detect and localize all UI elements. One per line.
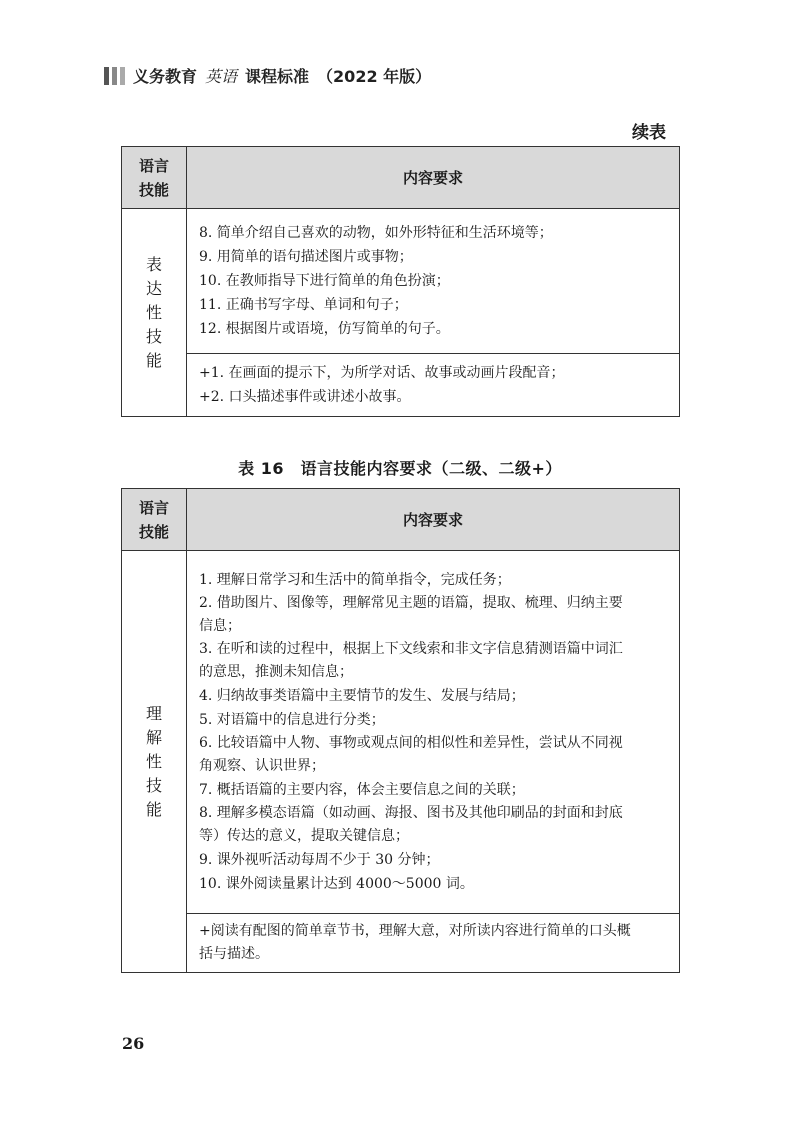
requirement-item: 12. 根据图片或语境，仿写简单的句子。 xyxy=(199,321,450,337)
requirement-item: 9. 课外视听活动每周不少于 30 分钟； xyxy=(199,852,440,868)
skill-char: 能 xyxy=(145,350,162,370)
running-header xyxy=(104,64,431,87)
header-title-b: 英语 xyxy=(205,67,238,86)
page-number: 26 xyxy=(122,1034,145,1053)
skill-char: 理 xyxy=(145,703,162,723)
plus-requirements-cell xyxy=(187,914,680,973)
header-content-cell: 内容要求 xyxy=(187,489,680,551)
requirement-item: 8. 理解多模态语篇（如动画、海报、图书及其他印刷品的封面和封底 xyxy=(199,805,623,821)
plus-requirement-item: +1. 在画面的提示下，为所学对话、故事或动画片段配音； xyxy=(199,365,565,381)
header-title-c: 课程标准 xyxy=(245,67,310,86)
requirement-item: 11. 正确书写字母、单词和句子； xyxy=(199,297,408,313)
requirement-item: 2. 借助图片、图像等，理解常见主题的语篇，提取、梳理、归纳主要 xyxy=(199,595,623,611)
skill-char: 技 xyxy=(145,326,162,346)
continued-label: 续表 xyxy=(632,123,666,143)
requirement-item: 7. 概括语篇的主要内容，体会主要信息之间的关联； xyxy=(199,782,525,798)
skill-char: 技 xyxy=(145,775,162,795)
skill-char: 性 xyxy=(145,302,162,322)
plus-requirements-cell xyxy=(187,354,680,417)
requirement-item: 8. 简单介绍自己喜欢的动物，如外形特征和生活环境等； xyxy=(199,225,553,241)
skill-name-cell xyxy=(122,551,187,973)
header-skill-cell xyxy=(122,489,187,551)
plus-requirement-item: +2. 口头描述事件或讲述小故事。 xyxy=(199,389,411,405)
requirement-item: 4. 归纳故事类语篇中主要情节的发生、发展与结局； xyxy=(199,688,525,704)
requirement-item: 1. 理解日常学习和生活中的简单指令，完成任务； xyxy=(199,572,511,588)
requirement-item-continuation: 角观察、认识世界； xyxy=(199,758,325,774)
skill-name-cell xyxy=(122,209,187,417)
skill-char: 达 xyxy=(145,278,162,298)
requirements-cell xyxy=(187,551,680,914)
header-skill-line: 语言 xyxy=(138,156,169,175)
comprehension-skills-table xyxy=(121,488,680,973)
expression-skills-table xyxy=(121,146,680,417)
skill-char: 表 xyxy=(145,254,162,274)
requirement-item: 5. 对语篇中的信息进行分类； xyxy=(199,712,385,728)
header-edition: （2022 年版） xyxy=(317,67,432,86)
requirement-item: 10. 在教师指导下进行简单的角色扮演； xyxy=(199,273,450,289)
requirement-item-continuation: 信息； xyxy=(199,618,241,634)
requirement-item: 3. 在听和读的过程中，根据上下文线索和非文字信息猜测语篇中词汇 xyxy=(199,641,623,657)
skill-char: 解 xyxy=(145,727,162,747)
header-skill-line: 技能 xyxy=(138,522,169,541)
skill-char: 能 xyxy=(145,799,162,819)
header-title-a: 义务教育 xyxy=(133,67,198,86)
header-skill-line: 语言 xyxy=(138,498,169,517)
requirements-cell xyxy=(187,209,680,354)
header-skill-line: 技能 xyxy=(138,180,169,199)
plus-requirement-item-continuation: 括与描述。 xyxy=(199,946,269,962)
header-content-cell: 内容要求 xyxy=(187,147,680,209)
table-caption: 表 16 语言技能内容要求（二级、二级+） xyxy=(238,459,562,478)
requirement-item: 10. 课外阅读量累计达到 4000～5000 词。 xyxy=(199,876,474,892)
plus-requirement-item: +阅读有配图的简单章节书，理解大意，对所读内容进行简单的口头概 xyxy=(199,923,631,939)
header-bars-icon xyxy=(104,67,125,85)
header-skill-cell xyxy=(122,147,187,209)
requirement-item: 6. 比较语篇中人物、事物或观点间的相似性和差异性，尝试从不同视 xyxy=(199,735,623,751)
skill-char: 性 xyxy=(145,751,162,771)
requirement-item: 9. 用简单的语句描述图片或事物； xyxy=(199,249,413,265)
requirement-item-continuation: 的意思，推测未知信息； xyxy=(199,664,353,680)
requirement-item-continuation: 等）传达的意义，提取关键信息； xyxy=(199,828,409,844)
